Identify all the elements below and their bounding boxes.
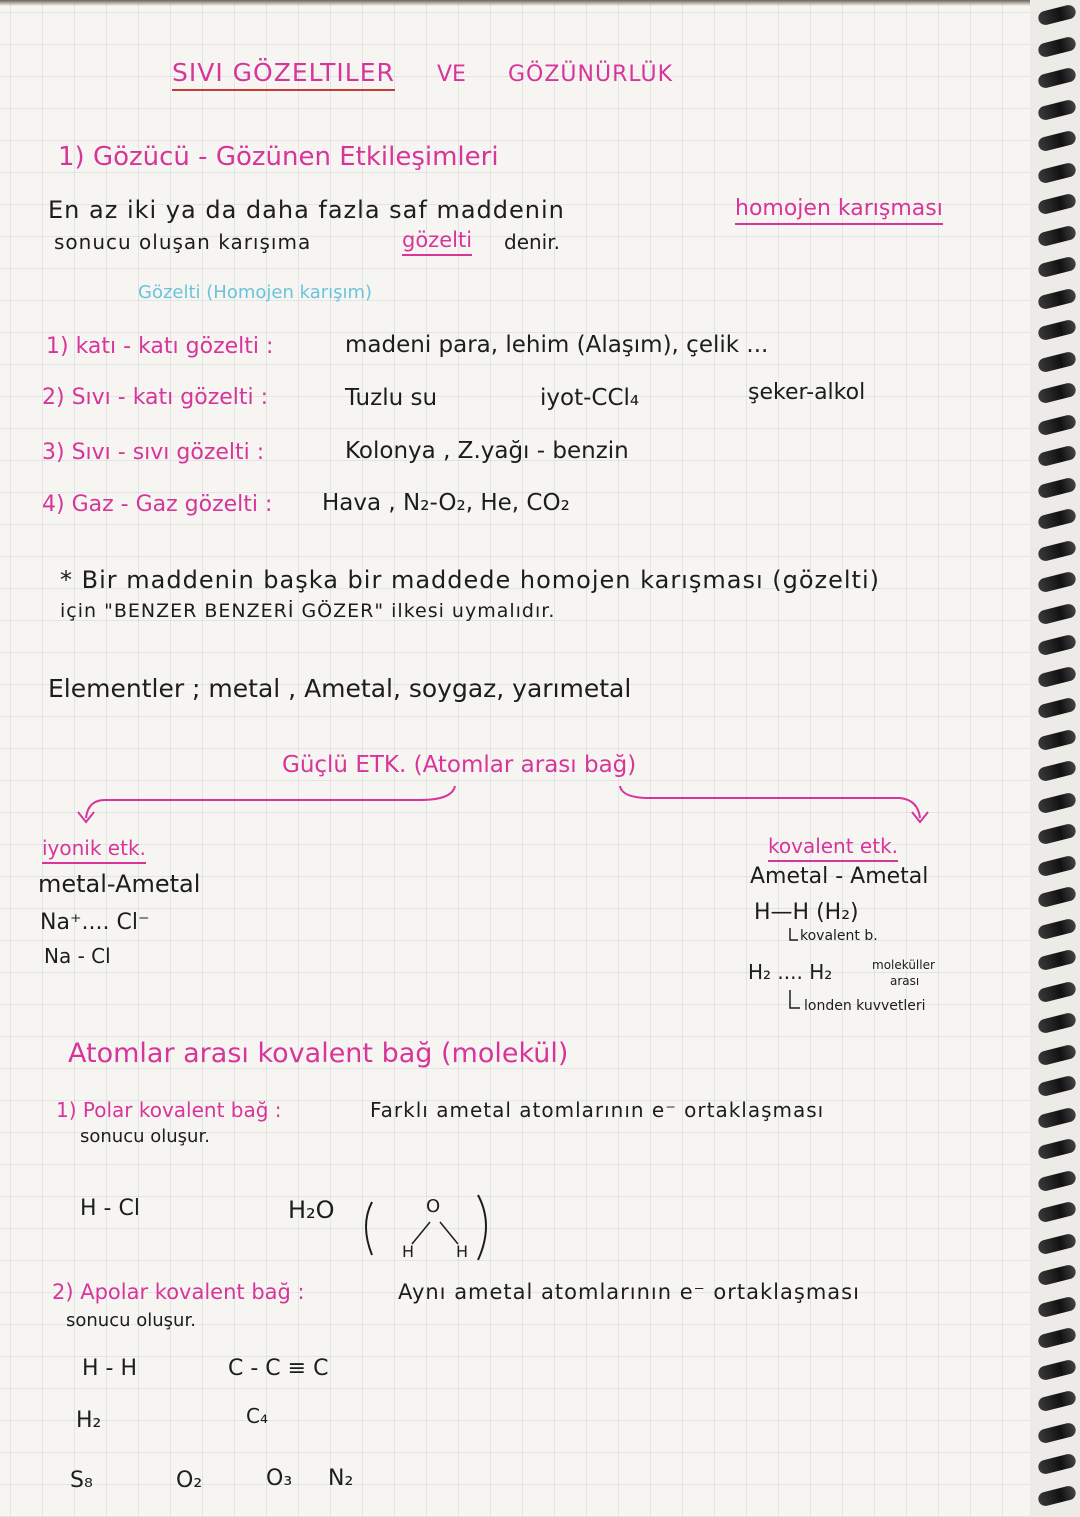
item1-examples: madeni para, lehim (Alaşım), çelik ... [345,332,769,358]
apolar-example: O₂ [176,1468,203,1493]
item2-example3: şeker-alkol [748,380,866,405]
ionic-line2: Na⁺.... Cl⁻ [40,910,150,935]
item4-label: 4) Gaz - Gaz gözelti : [42,492,273,517]
h2o-hydrogen-1: H [402,1242,415,1261]
item2-example2: iyot-CCl₄ [540,385,640,411]
apolar-text2: sonucu oluşur. [66,1310,196,1331]
covalent-line2-note: kovalent b. [800,928,878,944]
h2o-hydrogen-2: H [456,1242,469,1261]
item1-label: 1) katı - katı gözelti : [46,334,274,359]
principle-line1: * Bir maddenin başka bir maddede homojen karışması (gözelti) [60,566,880,594]
apolar-example: S₈ [70,1468,93,1493]
definition-denir: denir. [504,230,560,254]
definition-gozelti: gözelti [402,228,472,256]
covalent-line3-note-b: arası [890,974,920,988]
ionic-title: iyonik etk. [42,836,146,864]
covalent-line3: H₂ .... H₂ [748,960,833,984]
ionic-line1: metal-Ametal [38,870,201,898]
item2-label: 2) Sıvı - katı gözelti : [42,385,269,410]
ionic-line3: Na - Cl [44,944,111,968]
apolar-example: C - C ≡ C [228,1356,329,1381]
apolar-text: Aynı ametal atomlarının e⁻ ortaklaşması [398,1280,860,1304]
covalent-line2: H—H (H₂) [754,900,859,925]
title-left: SIVI GÖZELTILER [172,58,395,91]
item3-label: 3) Sıvı - sıvı gözelti : [42,440,265,465]
definition-line1: En az iki ya da daha fazla saf maddenin [48,196,565,224]
definition-line2: sonucu oluşan karışıma [54,230,312,254]
polar-example-h2o: H₂O [288,1196,335,1224]
definition-homojen: homojen karışması [735,196,943,225]
item3-examples: Kolonya , Z.yağı - benzin [345,438,629,464]
covalent-line1: Ametal - Ametal [750,864,929,889]
polar-text: Farklı ametal atomlarının e⁻ ortaklaşması [370,1098,825,1122]
h2o-oxygen: O [426,1196,441,1217]
polar-text2: sonucu oluşur. [80,1126,210,1147]
covalent-line3-note-a: moleküller [872,958,935,972]
strong-heading: Güçlü ETK. (Atomlar arası bağ) [282,752,637,778]
apolar-example: H - H [82,1356,138,1381]
polar-label: 1) Polar kovalent bağ : [56,1098,282,1122]
item4-examples: Hava , N₂-O₂, He, CO₂ [322,490,570,516]
apolar-example: O₃ [266,1466,293,1491]
polar-example-hcl: H - Cl [80,1196,140,1221]
apolar-label: 2) Apolar kovalent bağ : [52,1280,305,1304]
covalent-line3-note-c: londen kuvvetleri [804,998,926,1014]
elements-line: Elementler ; metal , Ametal, soygaz, yarımetal [48,674,632,703]
item2-example1: Tuzlu su [345,385,438,411]
section1-heading: 1) Gözücü - Gözünen Etkileşimleri [58,142,499,172]
section2-heading: Atomlar arası kovalent bağ (molekül) [68,1038,569,1069]
principle-line2: için "BENZER BENZERİ GÖZER" ilkesi uymalıdır. [60,600,556,622]
title-mid: VE [437,62,466,87]
gozelti-note: Gözelti (Homojen karışım) [138,282,373,303]
apolar-example: N₂ [328,1466,354,1491]
apolar-example: C₄ [246,1404,268,1428]
covalent-title: kovalent etk. [768,834,898,862]
title-right: GÖZÜNÜRLÜK [508,62,674,87]
apolar-example: H₂ [76,1408,102,1433]
